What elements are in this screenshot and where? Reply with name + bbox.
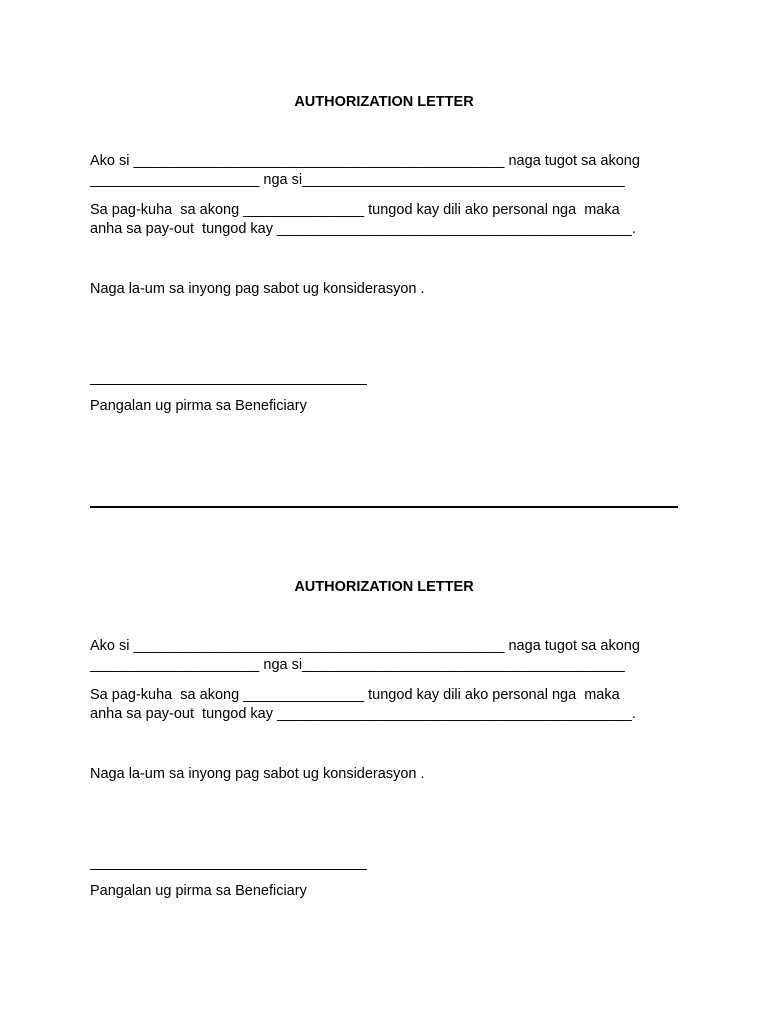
letter-title: AUTHORIZATION LETTER xyxy=(294,94,474,110)
reason-line: anha sa pay-out tungod kay ____________________________________________. xyxy=(90,221,636,237)
closing-line: Naga la-um sa inyong pag sabot ug konsiderasyon . xyxy=(90,281,425,297)
letter-title: AUTHORIZATION LETTER xyxy=(294,579,474,595)
cut-divider xyxy=(90,506,678,508)
authorizer-line: Ako si ______________________________________________ naga tugot sa akong xyxy=(90,153,640,169)
signature-label: Pangalan ug pirma sa Beneficiary xyxy=(90,883,307,899)
authorized-person-line: _____________________ nga si________________________________________ xyxy=(90,172,625,188)
signature-label: Pangalan ug pirma sa Beneficiary xyxy=(90,398,307,414)
authorized-person-line: _____________________ nga si________________________________________ xyxy=(90,657,625,673)
reason-line: anha sa pay-out tungod kay ____________________________________________. xyxy=(90,706,636,722)
purpose-line: Sa pag-kuha sa akong _______________ tungod kay dili ako personal nga maka xyxy=(90,202,620,218)
authorizer-line: Ako si ______________________________________________ naga tugot sa akong xyxy=(90,638,640,654)
purpose-line: Sa pag-kuha sa akong _______________ tungod kay dili ako personal nga maka xyxy=(90,687,620,703)
signature-line xyxy=(90,384,367,385)
signature-line xyxy=(90,869,367,870)
closing-line: Naga la-um sa inyong pag sabot ug konsiderasyon . xyxy=(90,766,425,782)
